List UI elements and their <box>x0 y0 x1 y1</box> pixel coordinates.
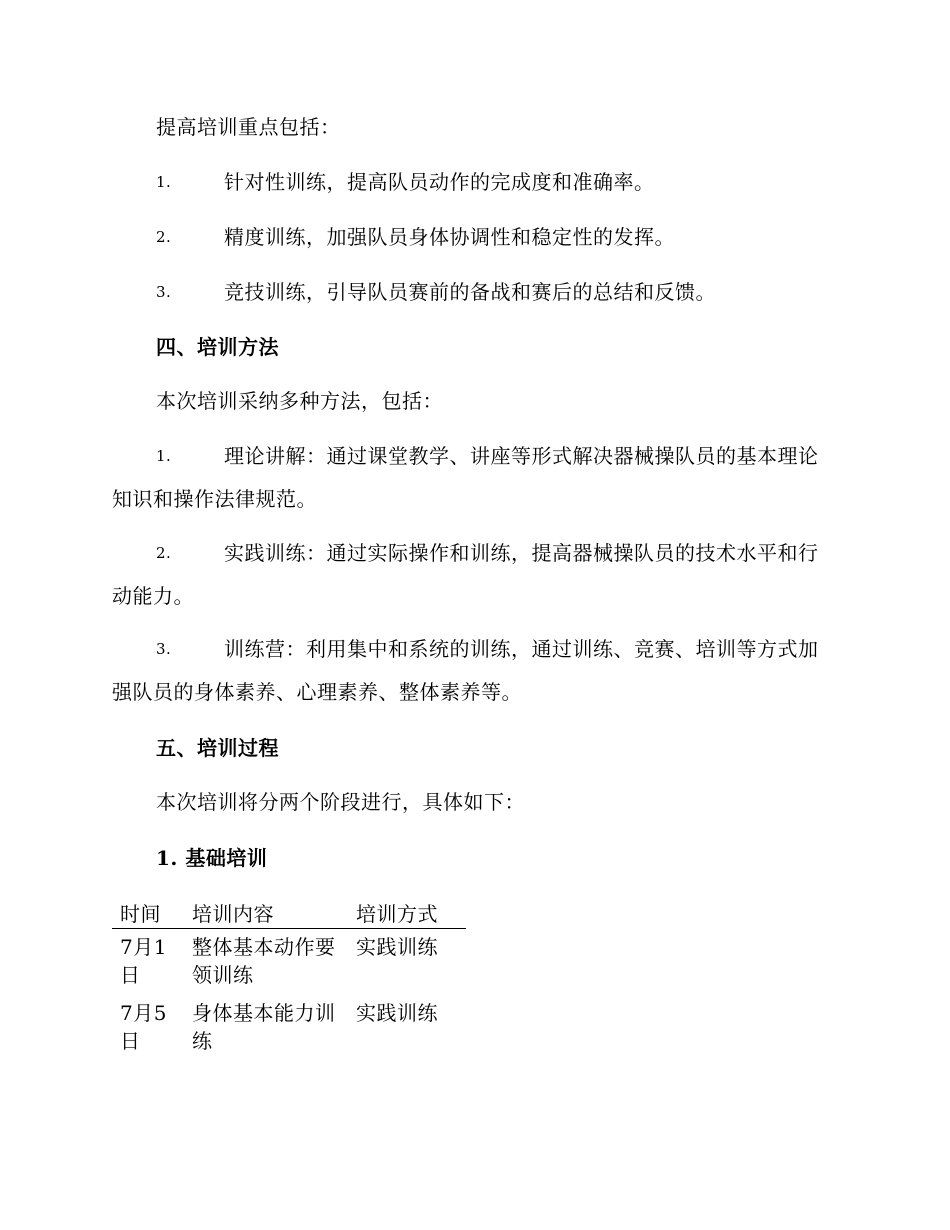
focus-list-item <box>112 214 834 260</box>
list-text: 训练营：利用集中和系统的训练，通过训练、竞赛、培训等方式加强队员的身体素养、心理素养、整体素养等。 <box>112 637 819 704</box>
list-text: 理论讲解：通过课堂教学、讲座等形式解决器械操队员的基本理论知识和操作法律规范。 <box>112 444 819 511</box>
list-number: 1. <box>156 447 172 465</box>
method-list-item <box>112 532 834 618</box>
training-schedule-table <box>112 897 466 1061</box>
focus-intro: 提高培训重点包括： <box>156 115 341 139</box>
table-cell-time: 7月1日 <box>120 935 167 987</box>
column-header-content: 培训内容 <box>184 897 348 929</box>
list-text: 针对性训练，提高队员动作的完成度和准确率。 <box>224 170 655 194</box>
section4-intro: 本次培训采纳多种方法，包括： <box>156 389 443 413</box>
focus-list-item <box>112 269 834 315</box>
method-list-item <box>112 628 834 714</box>
table-cell-method: 实践训练 <box>356 935 438 959</box>
list-number: 1. <box>156 173 172 191</box>
column-header-time: 时间 <box>112 897 184 929</box>
list-text: 竞技训练，引导队员赛前的备战和赛后的总结和反馈。 <box>224 280 716 304</box>
list-number: 2. <box>156 228 172 246</box>
focus-list-item <box>112 159 834 205</box>
section5-heading: 五、培训过程 <box>156 736 279 760</box>
list-number: 3. <box>156 283 172 301</box>
method-list-item <box>112 435 834 521</box>
table-row <box>112 995 466 1061</box>
list-text: 精度训练，加强队员身体协调性和稳定性的发挥。 <box>224 225 675 249</box>
list-text: 实践训练：通过实际操作和训练，提高器械操队员的技术水平和行动能力。 <box>112 541 819 608</box>
table-cell-content: 身体基本能力训练 <box>192 1001 336 1053</box>
table-cell-method: 实践训练 <box>356 1001 438 1025</box>
list-number: 2. <box>156 544 172 562</box>
section5-intro: 本次培训将分两个阶段进行，具体如下： <box>156 790 525 814</box>
list-number: 3. <box>156 640 172 658</box>
table-row <box>112 929 466 996</box>
basic-training-subheading: 1. 基础培训 <box>156 846 268 870</box>
table-cell-content: 整体基本动作要领训练 <box>192 935 336 987</box>
table-header-row <box>112 897 466 929</box>
table-cell-time: 7月5日 <box>120 1001 167 1053</box>
section4-heading: 四、培训方法 <box>156 335 279 359</box>
column-header-method: 培训方式 <box>348 897 466 929</box>
